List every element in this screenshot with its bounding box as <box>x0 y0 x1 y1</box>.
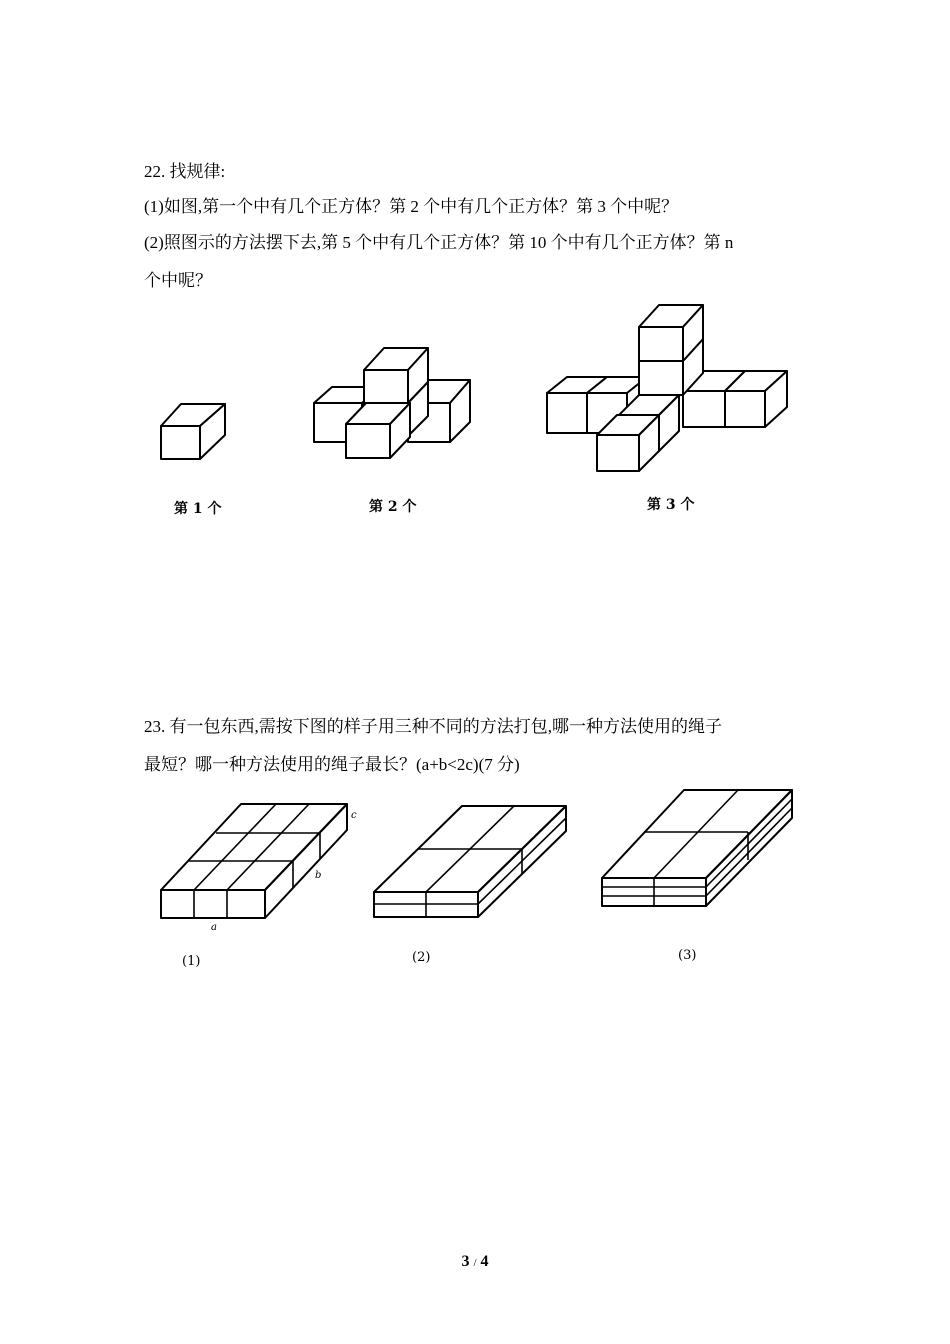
figure-3-cubes <box>535 295 800 480</box>
dim-label-a: a <box>211 922 217 933</box>
total-pages: 4 <box>480 1253 489 1270</box>
page-separator: / <box>473 1257 477 1269</box>
figure-1-caption: 第 1 个 <box>174 501 222 517</box>
q22-part2: (2)照图示的方法摆下去,第 5 个中有几个正方体？第 10 个中有几个正方体？第 n <box>144 233 734 252</box>
current-page: 3 <box>461 1253 470 1270</box>
figure-1-cubes <box>155 395 235 467</box>
package-3-figure <box>598 786 798 916</box>
figure-2-caption: 第 2 个 <box>369 499 417 515</box>
page-number <box>0 1253 950 1271</box>
package-1-figure <box>155 798 365 938</box>
figure-2-cubes <box>300 340 490 470</box>
dim-label-c: c <box>351 810 357 821</box>
q23-question: 最短？哪一种方法使用的绳子最长？(a+b<2c)(7 分) <box>144 755 520 774</box>
q22-title: 22. 找规律: <box>144 162 226 181</box>
package-2-figure <box>368 800 573 925</box>
package-3-caption: (3) <box>678 948 697 963</box>
q22-part2-cont: 个中呢？ <box>144 271 212 290</box>
package-2-caption: (2) <box>412 950 431 965</box>
dim-label-b: b <box>315 870 322 881</box>
q22-part1: (1)如图,第一个中有几个正方体？第 2 个中有几个正方体？第 3 个中呢？ <box>144 197 679 216</box>
package-1-caption: (1) <box>182 954 201 969</box>
q23-title: 23. 有一包东西,需按下图的样子用三种不同的方法打包,哪一种方法使用的绳子 <box>144 717 722 736</box>
figure-3-caption: 第 3 个 <box>647 497 695 513</box>
